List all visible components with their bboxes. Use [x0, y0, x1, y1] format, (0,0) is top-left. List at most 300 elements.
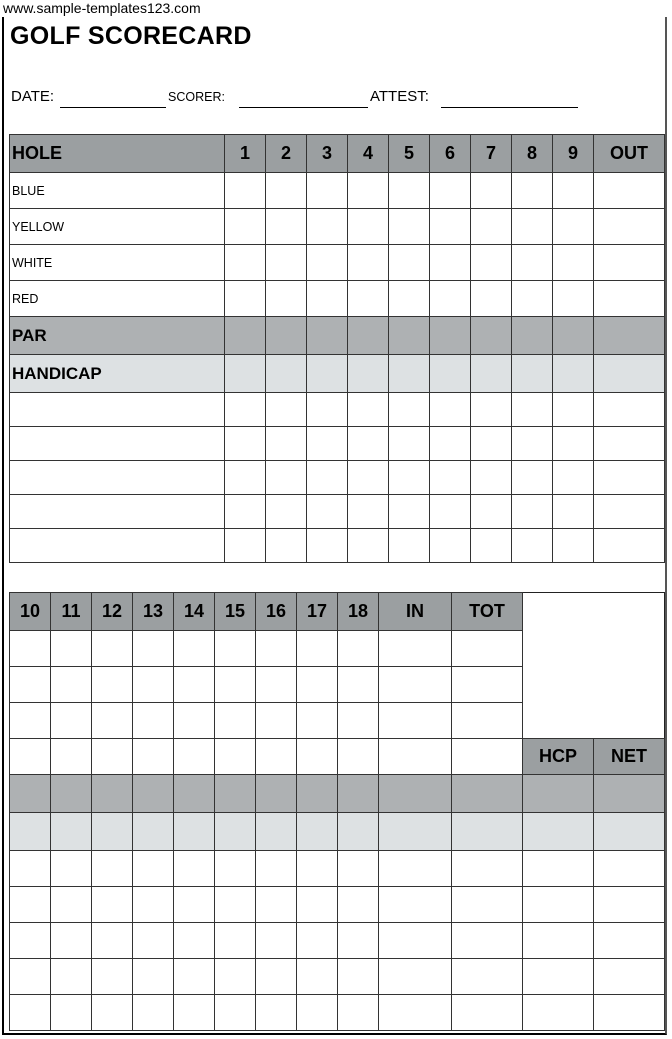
score-cell[interactable]	[338, 703, 379, 739]
score-cell[interactable]	[225, 427, 266, 461]
score-cell[interactable]	[266, 393, 307, 427]
score-cell[interactable]	[10, 995, 51, 1031]
par-row	[10, 317, 665, 355]
hole-label: HOLE	[10, 135, 225, 173]
score-cell[interactable]	[297, 923, 338, 959]
handicap-cell[interactable]	[174, 813, 215, 851]
score-cell[interactable]	[266, 245, 307, 281]
par-cell[interactable]	[266, 317, 307, 355]
score-cell[interactable]	[10, 851, 51, 887]
score-cell[interactable]	[379, 631, 452, 667]
score-cell[interactable]	[348, 495, 389, 529]
score-cell[interactable]	[297, 995, 338, 1031]
score-cell[interactable]	[379, 739, 452, 775]
player-row	[10, 427, 665, 461]
handicap-cell[interactable]	[452, 813, 523, 851]
hole-number: 11	[51, 593, 92, 631]
score-cell[interactable]	[266, 461, 307, 495]
score-cell[interactable]	[389, 461, 430, 495]
score-cell[interactable]	[594, 281, 665, 317]
score-cell[interactable]	[348, 281, 389, 317]
score-cell[interactable]	[307, 393, 348, 427]
score-cell[interactable]	[256, 923, 297, 959]
score-cell[interactable]	[512, 529, 553, 563]
score-cell[interactable]	[471, 245, 512, 281]
tee-row-blue	[10, 173, 665, 209]
score-cell[interactable]	[379, 667, 452, 703]
score-cell[interactable]	[389, 495, 430, 529]
handicap-cell[interactable]	[348, 355, 389, 393]
scorer-label: SCORER:	[168, 90, 225, 104]
hole-number: 16	[256, 593, 297, 631]
score-cell[interactable]	[92, 887, 133, 923]
score-cell[interactable]	[307, 495, 348, 529]
score-cell[interactable]	[389, 245, 430, 281]
score-cell[interactable]	[256, 631, 297, 667]
hole-number: 9	[553, 135, 594, 173]
score-cell[interactable]	[379, 703, 452, 739]
score-cell[interactable]	[92, 631, 133, 667]
score-cell[interactable]	[512, 209, 553, 245]
score-cell[interactable]	[307, 529, 348, 563]
score-cell[interactable]	[553, 281, 594, 317]
score-cell[interactable]	[389, 281, 430, 317]
score-cell[interactable]	[338, 887, 379, 923]
score-cell[interactable]	[348, 173, 389, 209]
score-cell[interactable]	[225, 393, 266, 427]
score-cell[interactable]	[523, 923, 594, 959]
score-cell[interactable]	[215, 703, 256, 739]
score-cell[interactable]	[266, 529, 307, 563]
score-cell[interactable]	[553, 393, 594, 427]
handicap-cell[interactable]	[225, 355, 266, 393]
score-cell[interactable]	[92, 923, 133, 959]
score-cell[interactable]	[379, 923, 452, 959]
score-cell[interactable]	[51, 995, 92, 1031]
score-cell[interactable]	[471, 209, 512, 245]
score-cell[interactable]	[430, 209, 471, 245]
par-cell[interactable]	[225, 317, 266, 355]
score-cell[interactable]	[389, 427, 430, 461]
tee-label: BLUE	[10, 173, 225, 209]
score-cell[interactable]	[174, 959, 215, 995]
hole-number: 8	[512, 135, 553, 173]
score-cell[interactable]	[452, 739, 523, 775]
handicap-cell[interactable]	[307, 355, 348, 393]
score-cell[interactable]	[256, 851, 297, 887]
back-player-row	[10, 959, 665, 995]
score-cell[interactable]	[256, 887, 297, 923]
score-cell[interactable]	[338, 667, 379, 703]
score-cell[interactable]	[594, 461, 665, 495]
attest-label: ATTEST:	[370, 88, 429, 105]
back-player-row	[10, 923, 665, 959]
handicap-cell[interactable]	[297, 813, 338, 851]
back-hole-header-row	[10, 593, 665, 631]
back-par-row	[10, 775, 665, 813]
score-cell[interactable]	[133, 959, 174, 995]
score-cell[interactable]	[256, 739, 297, 775]
score-cell[interactable]	[307, 209, 348, 245]
score-cell[interactable]	[174, 887, 215, 923]
attest-field[interactable]	[441, 107, 578, 108]
score-cell[interactable]	[266, 281, 307, 317]
score-cell[interactable]	[379, 887, 452, 923]
score-cell[interactable]	[215, 739, 256, 775]
score-cell[interactable]	[133, 923, 174, 959]
score-cell[interactable]	[256, 703, 297, 739]
blank-corner	[523, 593, 665, 739]
score-cell[interactable]	[174, 851, 215, 887]
score-cell[interactable]	[512, 393, 553, 427]
score-cell[interactable]	[215, 959, 256, 995]
score-cell[interactable]	[307, 173, 348, 209]
score-cell[interactable]	[594, 173, 665, 209]
score-cell[interactable]	[452, 703, 523, 739]
score-cell[interactable]	[471, 529, 512, 563]
scorer-field[interactable]	[239, 107, 368, 108]
score-cell[interactable]	[389, 393, 430, 427]
score-cell[interactable]	[51, 667, 92, 703]
score-cell[interactable]	[92, 851, 133, 887]
score-cell[interactable]	[266, 173, 307, 209]
hole-number: 1	[225, 135, 266, 173]
player-row	[10, 393, 665, 427]
page-title: GOLF SCORECARD	[10, 22, 252, 50]
score-cell[interactable]	[553, 461, 594, 495]
score-cell[interactable]	[266, 495, 307, 529]
score-cell[interactable]	[51, 703, 92, 739]
score-cell[interactable]	[471, 173, 512, 209]
handicap-cell[interactable]	[471, 355, 512, 393]
par-cell[interactable]	[307, 317, 348, 355]
tot-label: TOT	[452, 593, 523, 631]
par-cell[interactable]	[389, 317, 430, 355]
handicap-cell[interactable]	[51, 813, 92, 851]
score-cell[interactable]	[348, 461, 389, 495]
score-cell[interactable]	[307, 461, 348, 495]
par-cell[interactable]	[338, 775, 379, 813]
par-cell[interactable]	[553, 317, 594, 355]
score-cell[interactable]	[471, 393, 512, 427]
par-cell[interactable]	[10, 775, 51, 813]
source-url: www.sample-templates123.com	[3, 0, 201, 16]
par-cell[interactable]	[430, 317, 471, 355]
back-nine-table	[9, 592, 665, 1031]
par-cell[interactable]	[297, 775, 338, 813]
score-cell[interactable]	[215, 887, 256, 923]
score-cell[interactable]	[389, 209, 430, 245]
score-cell[interactable]	[225, 245, 266, 281]
score-cell[interactable]	[389, 173, 430, 209]
score-cell[interactable]	[51, 851, 92, 887]
handicap-cell[interactable]	[10, 813, 51, 851]
score-cell[interactable]	[523, 959, 594, 995]
score-cell[interactable]	[297, 703, 338, 739]
score-cell[interactable]	[297, 851, 338, 887]
score-cell[interactable]	[523, 995, 594, 1031]
handicap-row	[10, 355, 665, 393]
score-cell[interactable]	[297, 887, 338, 923]
score-cell[interactable]	[430, 529, 471, 563]
score-cell[interactable]	[430, 173, 471, 209]
in-label: IN	[379, 593, 452, 631]
handicap-cell[interactable]	[523, 813, 594, 851]
par-label: PAR	[10, 317, 225, 355]
score-cell[interactable]	[133, 703, 174, 739]
score-cell[interactable]	[594, 851, 665, 887]
score-cell[interactable]	[10, 887, 51, 923]
handicap-cell[interactable]	[338, 813, 379, 851]
handicap-cell[interactable]	[594, 355, 665, 393]
hole-number: 3	[307, 135, 348, 173]
score-cell[interactable]	[225, 461, 266, 495]
score-cell[interactable]	[266, 427, 307, 461]
score-cell[interactable]	[92, 739, 133, 775]
score-cell[interactable]	[10, 923, 51, 959]
par-cell[interactable]	[256, 775, 297, 813]
score-cell[interactable]	[452, 995, 523, 1031]
score-cell[interactable]	[430, 281, 471, 317]
score-cell[interactable]	[338, 631, 379, 667]
score-cell[interactable]	[215, 667, 256, 703]
score-cell[interactable]	[256, 959, 297, 995]
hole-number: 5	[389, 135, 430, 173]
score-cell[interactable]	[297, 667, 338, 703]
score-cell[interactable]	[471, 427, 512, 461]
score-cell[interactable]	[523, 887, 594, 923]
front-nine-table	[9, 134, 665, 563]
hole-number: 2	[266, 135, 307, 173]
score-cell[interactable]	[594, 209, 665, 245]
score-cell[interactable]	[51, 887, 92, 923]
score-cell[interactable]	[133, 667, 174, 703]
date-field[interactable]	[60, 107, 166, 108]
score-cell[interactable]	[430, 245, 471, 281]
score-cell[interactable]	[297, 959, 338, 995]
score-cell[interactable]	[452, 959, 523, 995]
player-row	[10, 529, 665, 563]
score-cell[interactable]	[174, 923, 215, 959]
score-cell[interactable]	[338, 851, 379, 887]
score-cell[interactable]	[430, 393, 471, 427]
score-cell[interactable]	[256, 667, 297, 703]
score-cell[interactable]	[379, 851, 452, 887]
player-row	[10, 495, 665, 529]
score-cell[interactable]	[10, 703, 51, 739]
score-cell[interactable]	[225, 173, 266, 209]
player-name-cell[interactable]	[10, 529, 225, 563]
hole-number: 17	[297, 593, 338, 631]
score-cell[interactable]	[92, 667, 133, 703]
handicap-cell[interactable]	[430, 355, 471, 393]
score-cell[interactable]	[10, 667, 51, 703]
score-cell[interactable]	[133, 739, 174, 775]
par-cell[interactable]	[379, 775, 452, 813]
hole-number: 15	[215, 593, 256, 631]
score-cell[interactable]	[594, 393, 665, 427]
score-cell[interactable]	[452, 887, 523, 923]
score-cell[interactable]	[338, 739, 379, 775]
handicap-cell[interactable]	[266, 355, 307, 393]
score-cell[interactable]	[594, 887, 665, 923]
score-cell[interactable]	[553, 245, 594, 281]
par-cell[interactable]	[92, 775, 133, 813]
score-cell[interactable]	[10, 959, 51, 995]
score-cell[interactable]	[512, 495, 553, 529]
score-cell[interactable]	[338, 995, 379, 1031]
score-cell[interactable]	[348, 427, 389, 461]
score-cell[interactable]	[523, 851, 594, 887]
score-cell[interactable]	[512, 461, 553, 495]
score-cell[interactable]	[452, 667, 523, 703]
score-cell[interactable]	[51, 923, 92, 959]
score-cell[interactable]	[297, 739, 338, 775]
score-cell[interactable]	[307, 245, 348, 281]
score-cell[interactable]	[307, 427, 348, 461]
score-cell[interactable]	[379, 995, 452, 1031]
par-cell[interactable]	[348, 317, 389, 355]
score-cell[interactable]	[266, 209, 307, 245]
score-cell[interactable]	[594, 245, 665, 281]
player-name-cell[interactable]	[10, 393, 225, 427]
score-cell[interactable]	[430, 427, 471, 461]
player-name-cell[interactable]	[10, 461, 225, 495]
score-cell[interactable]	[92, 995, 133, 1031]
score-cell[interactable]	[553, 529, 594, 563]
score-cell[interactable]	[512, 173, 553, 209]
score-cell[interactable]	[215, 631, 256, 667]
score-cell[interactable]	[452, 923, 523, 959]
score-cell[interactable]	[92, 959, 133, 995]
score-cell[interactable]	[512, 245, 553, 281]
score-cell[interactable]	[452, 631, 523, 667]
score-cell[interactable]	[594, 529, 665, 563]
score-cell[interactable]	[215, 851, 256, 887]
score-cell[interactable]	[471, 461, 512, 495]
score-cell[interactable]	[348, 209, 389, 245]
handicap-cell[interactable]	[379, 813, 452, 851]
score-cell[interactable]	[471, 495, 512, 529]
handicap-cell[interactable]	[594, 813, 665, 851]
handicap-cell[interactable]	[215, 813, 256, 851]
score-cell[interactable]	[553, 173, 594, 209]
handicap-cell[interactable]	[256, 813, 297, 851]
score-cell[interactable]	[297, 631, 338, 667]
score-cell[interactable]	[174, 739, 215, 775]
score-cell[interactable]	[225, 281, 266, 317]
score-cell[interactable]	[225, 495, 266, 529]
score-cell[interactable]	[452, 851, 523, 887]
back-player-row	[10, 887, 665, 923]
score-cell[interactable]	[594, 959, 665, 995]
player-name-cell[interactable]	[10, 495, 225, 529]
score-cell[interactable]	[594, 427, 665, 461]
tee-label: RED	[10, 281, 225, 317]
score-cell[interactable]	[430, 495, 471, 529]
hole-number: 13	[133, 593, 174, 631]
score-cell[interactable]	[92, 703, 133, 739]
tee-row-white	[10, 245, 665, 281]
hole-number: 18	[338, 593, 379, 631]
score-cell[interactable]	[348, 245, 389, 281]
score-cell[interactable]	[338, 923, 379, 959]
score-cell[interactable]	[379, 959, 452, 995]
score-cell[interactable]	[348, 529, 389, 563]
score-cell[interactable]	[10, 739, 51, 775]
par-cell[interactable]	[594, 317, 665, 355]
score-cell[interactable]	[430, 461, 471, 495]
score-cell[interactable]	[133, 995, 174, 1031]
score-cell[interactable]	[10, 631, 51, 667]
player-row	[10, 461, 665, 495]
hcp-label: HCP	[523, 739, 594, 775]
score-cell[interactable]	[338, 959, 379, 995]
handicap-cell[interactable]	[92, 813, 133, 851]
score-cell[interactable]	[553, 495, 594, 529]
score-cell[interactable]	[174, 995, 215, 1031]
score-cell[interactable]	[553, 209, 594, 245]
tee-row-yellow	[10, 209, 665, 245]
score-cell[interactable]	[225, 529, 266, 563]
score-cell[interactable]	[174, 631, 215, 667]
score-cell[interactable]	[133, 887, 174, 923]
par-cell[interactable]	[523, 775, 594, 813]
handicap-cell[interactable]	[133, 813, 174, 851]
score-cell[interactable]	[512, 281, 553, 317]
par-cell[interactable]	[512, 317, 553, 355]
score-cell[interactable]	[133, 631, 174, 667]
score-cell[interactable]	[594, 923, 665, 959]
par-cell[interactable]	[594, 775, 665, 813]
score-cell[interactable]	[594, 995, 665, 1031]
net-label: NET	[594, 739, 665, 775]
par-cell[interactable]	[174, 775, 215, 813]
player-name-cell[interactable]	[10, 427, 225, 461]
score-cell[interactable]	[51, 631, 92, 667]
par-cell[interactable]	[51, 775, 92, 813]
score-cell[interactable]	[553, 427, 594, 461]
hole-number: 14	[174, 593, 215, 631]
score-cell[interactable]	[174, 667, 215, 703]
score-cell[interactable]	[51, 959, 92, 995]
par-cell[interactable]	[471, 317, 512, 355]
par-cell[interactable]	[133, 775, 174, 813]
score-cell[interactable]	[256, 995, 297, 1031]
score-cell[interactable]	[225, 209, 266, 245]
handicap-cell[interactable]	[389, 355, 430, 393]
score-cell[interactable]	[471, 281, 512, 317]
handicap-label: HANDICAP	[10, 355, 225, 393]
score-cell[interactable]	[307, 281, 348, 317]
score-cell[interactable]	[594, 495, 665, 529]
score-cell[interactable]	[215, 923, 256, 959]
par-cell[interactable]	[215, 775, 256, 813]
score-cell[interactable]	[51, 739, 92, 775]
score-cell[interactable]	[174, 703, 215, 739]
score-cell[interactable]	[389, 529, 430, 563]
par-cell[interactable]	[452, 775, 523, 813]
score-cell[interactable]	[512, 427, 553, 461]
score-cell[interactable]	[133, 851, 174, 887]
handicap-cell[interactable]	[553, 355, 594, 393]
score-cell[interactable]	[215, 995, 256, 1031]
handicap-cell[interactable]	[512, 355, 553, 393]
date-label: DATE:	[11, 88, 55, 105]
back-player-row	[10, 995, 665, 1031]
score-cell[interactable]	[348, 393, 389, 427]
hole-header-row	[10, 135, 665, 173]
